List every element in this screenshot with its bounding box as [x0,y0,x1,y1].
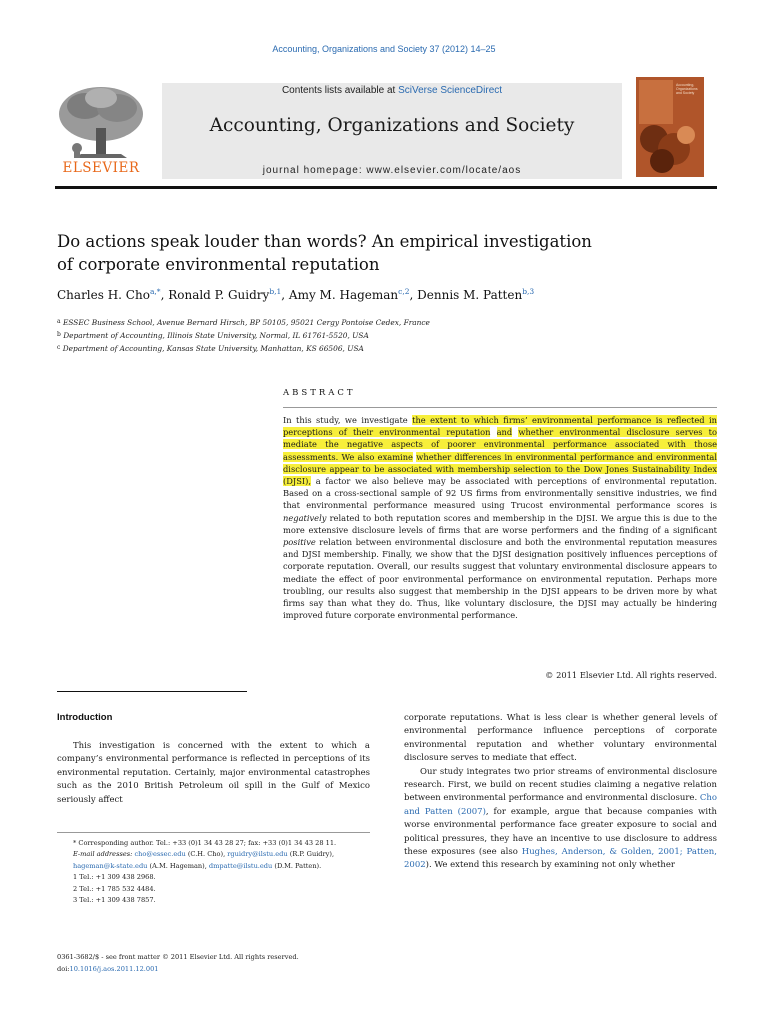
email-owner: (C.H. Cho), [185,850,228,859]
affiliation-letter: a [57,318,61,325]
footnote-tel: 2 Tel.: +1 785 532 4484. [73,884,156,893]
doi-link[interactable]: 10.1016/j.aos.2011.12.001 [69,964,159,973]
citation-link[interactable]: Hughes, Anderson, & Golden, 2001; Patten, 2002 [404,847,717,871]
journal-homepage[interactable]: journal homepage: www.elsevier.com/locate/aos [262,165,522,176]
abstract-text [283,414,717,621]
front-matter [57,952,370,975]
highlighted-text[interactable]: and [496,427,513,438]
sciencedirect-link[interactable]: SciVerse ScienceDirect [398,85,503,96]
footnote-tel: 3 Tel.: +1 309 438 7857. [73,896,156,905]
author-affiliation-link[interactable]: a,* [149,287,161,296]
abstract-segment: In this study, we investigate [283,415,413,425]
email-label: E-mail addresses: [73,850,133,859]
emphasis-text: negatively [283,512,327,523]
section-heading-introduction: Introduction [57,712,113,723]
author-name: Charles H. Cho [57,288,150,302]
front-matter-line: 0361-3682/$ - see front matter © 2011 Elsevier Ltd. All rights reserved. [57,953,299,961]
highlighted-text[interactable]: whether differences in environmental performance and environmental disclosure appear to be associated with membership selection to the Dow Jones Sustainability Index (DJSI), [283,451,718,487]
author-affiliation-link[interactable]: c,2 [398,287,410,296]
cover-title: Accounting, Organizations and Society [676,83,698,95]
highlighted-text[interactable]: the extent to which firms’ environmental performance is reflected in perceptions of their environmental reputation [283,415,717,438]
article-title-line-1: Do actions speak louder than words? An empirical investigation [57,232,592,251]
email-link[interactable]: rguidry@ilstu.edu [227,850,288,859]
author-affiliation-link[interactable]: b,1 [269,287,282,296]
abstract-segment [490,427,496,437]
doi-line [57,964,370,976]
author-name: Dennis M. Patten [417,288,523,302]
journal-citation[interactable]: Accounting, Organizations and Society 37 (2012) 14–25 [272,44,496,54]
author-name: Ronald P. Guidry [168,288,270,302]
affiliations [57,316,657,355]
affiliation-text: ESSEC Business School, Avenue Bernard Hirsch, BP 50105, 95021 Cergy Pontoise Cedex, France [62,318,430,327]
abstract-copyright: © 2011 Elsevier Ltd. All rights reserved. [545,670,717,680]
journal-masthead [162,83,622,179]
contents-line [162,85,622,96]
contents-prefix: Contents lists available at [281,85,399,96]
elsevier-wordmark: ELSEVIER [62,160,140,176]
journal-name: Accounting, Organizations and Society [209,115,575,136]
email-owner: (D.M. Patten). [272,861,322,870]
article-title [57,230,697,276]
body-text: , for example, argue that because companies with worse environmental performance face greater exposure to social and political pressures, they have an incentive to use disclosure to address these exposures (see also [404,806,717,858]
body-paragraph: corporate reputations. What is less clear is whether general levels of environmental performance influence perceptions of corporate environmental reputation and whether voluntary environmental disclosure serves to mediate that effect. [404,713,717,764]
citation-link[interactable]: Cho and Patten (2007) [404,793,717,817]
body-paragraph [404,766,717,873]
author-name: Amy M. Hageman [288,288,399,302]
footnote-tel: 1 Tel.: +1 309 438 2968. [73,873,156,882]
article-title-line-2: of corporate environmental reputation [57,255,380,274]
abstract-segment: related to both reputation scores and membership in the DJSI. We argue this is due to the more extensive disclosure levels of firms that are worse performers and the finding of a significant [283,512,717,535]
email-owner: (R.P. Guidry), [287,850,335,859]
author-list: Charles H. Cho$^{a,*}$, Ronald P. Guidry$^{b,1}$, Amy M. Hageman$^{c,2}$, Dennis M. Patten$^{b,3}$ [57,287,535,302]
email-link[interactable]: cho@essec.edu [134,850,186,859]
elsevier-logo [55,84,147,178]
header-rule [55,186,717,189]
email-link[interactable]: hageman@k-state.edu [73,861,148,870]
emphasis-text: positive [283,537,316,548]
footnotes [57,838,370,906]
affiliation-text: Department of Accounting, Kansas State University, Manhattan, KS 66506, USA [62,344,364,353]
author-affiliation-link[interactable]: b,3 [522,287,535,296]
affiliation [57,329,657,342]
footnote-corresponding: * Corresponding author. Tel.: +33 (0)1 34 43 28 27; fax: +33 (0)1 34 43 28 11. [73,839,337,847]
abstract-heading: ABSTRACT [283,388,356,398]
highlighted-text[interactable]: whether environmental disclosure serves to mediate the negative aspects of poorer environmental performance associated with those assessments. We also examine [283,427,717,462]
affiliation-letter: c [57,344,61,351]
body-text: ). We extend this research by examining not only whether [425,860,675,871]
journal-cover [636,77,704,177]
left-column-rule [57,691,247,692]
footnote-rule [57,832,370,833]
abstract-segment: a factor we also believe may be associated with perceptions of environmental reputation. Based on a cross-sectional sample of 92 US firms from environmentally sensitive industries, we find that environmental performance measured using Trucost environmental performance scores is [283,476,717,511]
affiliation [57,316,657,329]
intro-paragraph: This investigation is concerned with the extent to which a company’s environmental performance is reflected in perceptions of its environmental reputation. Certainly, major environmental catastrophes such as the 2010 British Petroleum oil spill in the Gulf of Mexico seriously affect [57,741,370,805]
email-link[interactable]: dmpatte@ilstu.edu [208,861,273,870]
abstract-segment: relation between environmental disclosure and both the environmental reputation measures and DJSI membership. Finally, we show that the DJSI designation positively influences perceptions of corporate reputation. Overall, our results suggest that voluntary environmental disclosure appears to mediate the effect of poor environmental performance on environmental reputation. Perhaps more troubling, our results also suggest that membership in the DJSI appears to be driven more by what firms say than what they do. Thus, like voluntary disclosure, the DJSI may actually be hindering improved future corporate environmental performance. [283,537,717,621]
affiliation-letter: b [57,331,61,338]
body-text: Our study integrates two prior streams of environmental disclosure research. First, we build on recent studies claiming a negative relation between environmental performance and environmental disclosure. [404,766,717,804]
doi-label: doi: [57,964,70,973]
footnote-emails [57,849,370,872]
affiliation-text: Department of Accounting, Illinois State University, Normal, IL 61761-5520, USA [63,331,369,340]
right-column [404,712,717,873]
abstract-rule [283,407,717,408]
affiliation [57,342,657,355]
email-owner: (A.M. Hageman), [147,861,209,870]
